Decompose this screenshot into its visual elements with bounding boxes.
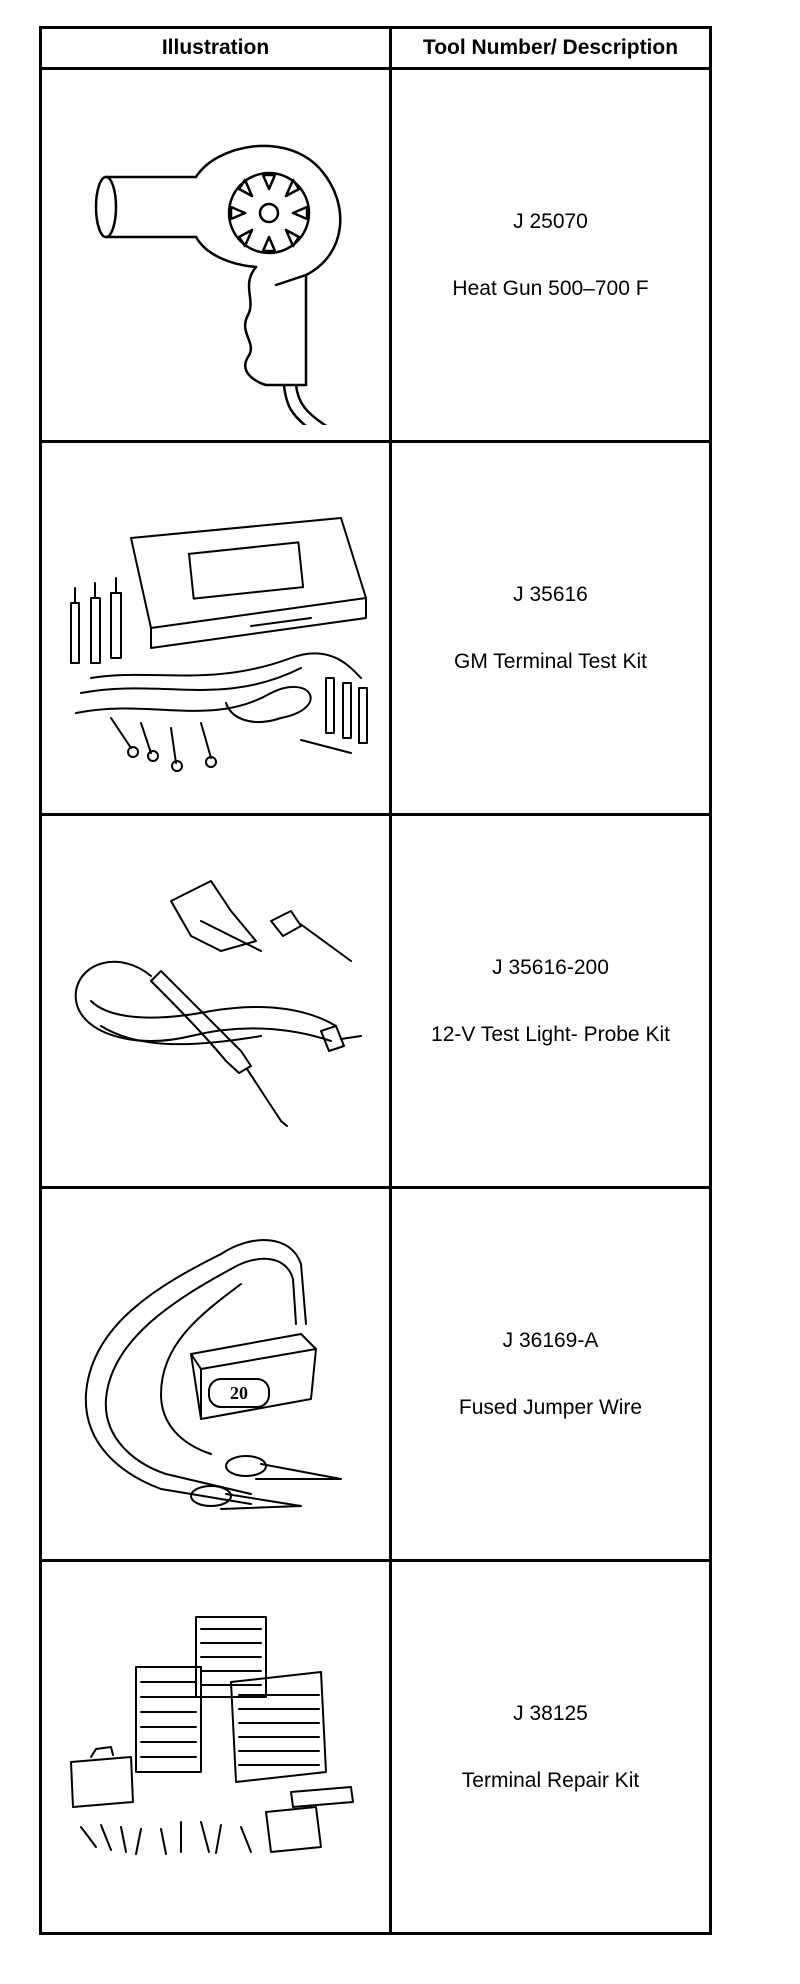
- illustration-cell: [41, 815, 391, 1188]
- terminal-test-kit-icon: [51, 478, 381, 778]
- test-light-probe-kit-icon: [51, 851, 381, 1151]
- fuse-rating-label: 20: [229, 1383, 248, 1403]
- table-row: [41, 1561, 711, 1934]
- description-cell: [391, 815, 711, 1188]
- table-row: [41, 815, 711, 1188]
- fused-jumper-wire-icon: [51, 1224, 381, 1524]
- tool-description: GM Terminal Test Kit: [454, 650, 647, 673]
- tool-number: J 35616-200: [492, 955, 609, 979]
- illustration-cell: [41, 1561, 391, 1934]
- illustration-cell: [41, 1188, 391, 1561]
- illustration-cell: [41, 69, 391, 442]
- table-row: [41, 1188, 711, 1561]
- tool-number: J 36169-A: [502, 1328, 599, 1352]
- terminal-repair-kit-icon: [51, 1597, 381, 1897]
- description-cell: [391, 1561, 711, 1934]
- special-tools-table: [39, 26, 712, 1935]
- illustration-column-header: Illustration: [41, 28, 391, 69]
- illustration-cell: [41, 442, 391, 815]
- heat-gun-icon: [66, 85, 366, 425]
- description-cell: [391, 442, 711, 815]
- description-cell: [391, 1188, 711, 1561]
- tool-number-description-column-header: Tool Number/ Description: [391, 28, 711, 69]
- tool-number: J 35616: [513, 582, 588, 606]
- tool-number: J 38125: [513, 1701, 588, 1725]
- table-header-row: [41, 28, 711, 69]
- table-row: [41, 442, 711, 815]
- description-cell: [391, 69, 711, 442]
- tool-number: J 25070: [513, 209, 588, 233]
- tool-description: 12-V Test Light- Probe Kit: [431, 1023, 670, 1046]
- tool-description: Heat Gun 500–700 F: [452, 277, 649, 300]
- table-row: [41, 69, 711, 442]
- tool-description: Fused Jumper Wire: [458, 1396, 643, 1419]
- tool-description: Terminal Repair Kit: [461, 1769, 640, 1792]
